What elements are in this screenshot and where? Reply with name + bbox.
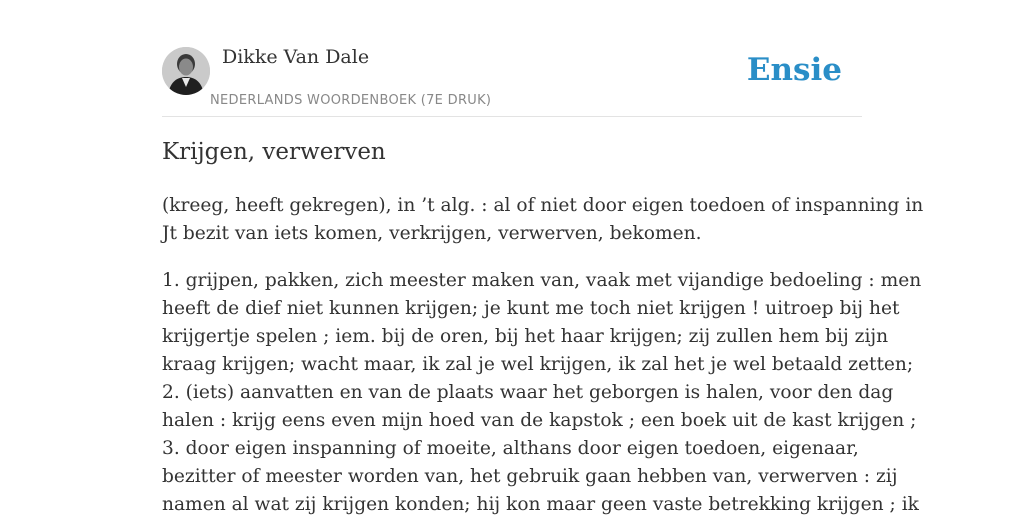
entry-paragraph-2 bbox=[162, 267, 922, 519]
ensie-logo[interactable]: Ensie bbox=[746, 52, 842, 88]
text-line: krijgertje spelen ; iem. bij de oren, bij het haar krijgen; zij zullen hem bij zijn bbox=[162, 326, 889, 347]
source-title[interactable]: NEDERLANDS WOORDENBOEK (7E DRUK) bbox=[210, 93, 492, 108]
text-line: bezitter of meester worden van, het gebruik gaan hebben van, verwerven : zij bbox=[162, 466, 898, 487]
author-name[interactable]: Dikke Van Dale bbox=[222, 46, 370, 68]
text-line: 1. grijpen, pakken, zich meester maken van, vaak met vijandige bedoeling : men bbox=[162, 270, 922, 291]
text-line: 3. door eigen inspanning of moeite, althans door eigen toedoen, eigenaar, bbox=[162, 438, 859, 459]
text-line: halen : krijg eens even mijn hoed van de kapstok ; een boek uit de kast krijgen ; bbox=[162, 410, 917, 431]
entry-paragraph-1 bbox=[162, 192, 924, 248]
portrait-icon bbox=[162, 47, 210, 95]
text-line: namen al wat zij krijgen konden; hij kon maar geen vaste betrekking krijgen ; ik bbox=[162, 494, 919, 515]
text-line: heeft de dief niet kunnen krijgen; je kunt me toch niet krijgen ! uitroep bij het bbox=[162, 298, 900, 319]
text-line: (kreeg, heeft gekregen), in ’t alg. : al of niet door eigen toedoen of inspanning in bbox=[162, 195, 924, 216]
text-line: Jt bezit van iets komen, verkrijgen, verwerven, bekomen. bbox=[162, 223, 702, 244]
author-avatar[interactable] bbox=[162, 47, 210, 95]
text-line: kraag krijgen; wacht maar, ik zal je wel krijgen, ik zal het je wel betaald zetten; bbox=[162, 354, 914, 375]
page-header bbox=[162, 0, 862, 117]
entry-title: Krijgen, verwerven bbox=[162, 139, 386, 165]
page-content bbox=[162, 0, 924, 515]
text-line: 2. (iets) aanvatten en van de plaats waar het geborgen is halen, voor den dag bbox=[162, 382, 894, 403]
